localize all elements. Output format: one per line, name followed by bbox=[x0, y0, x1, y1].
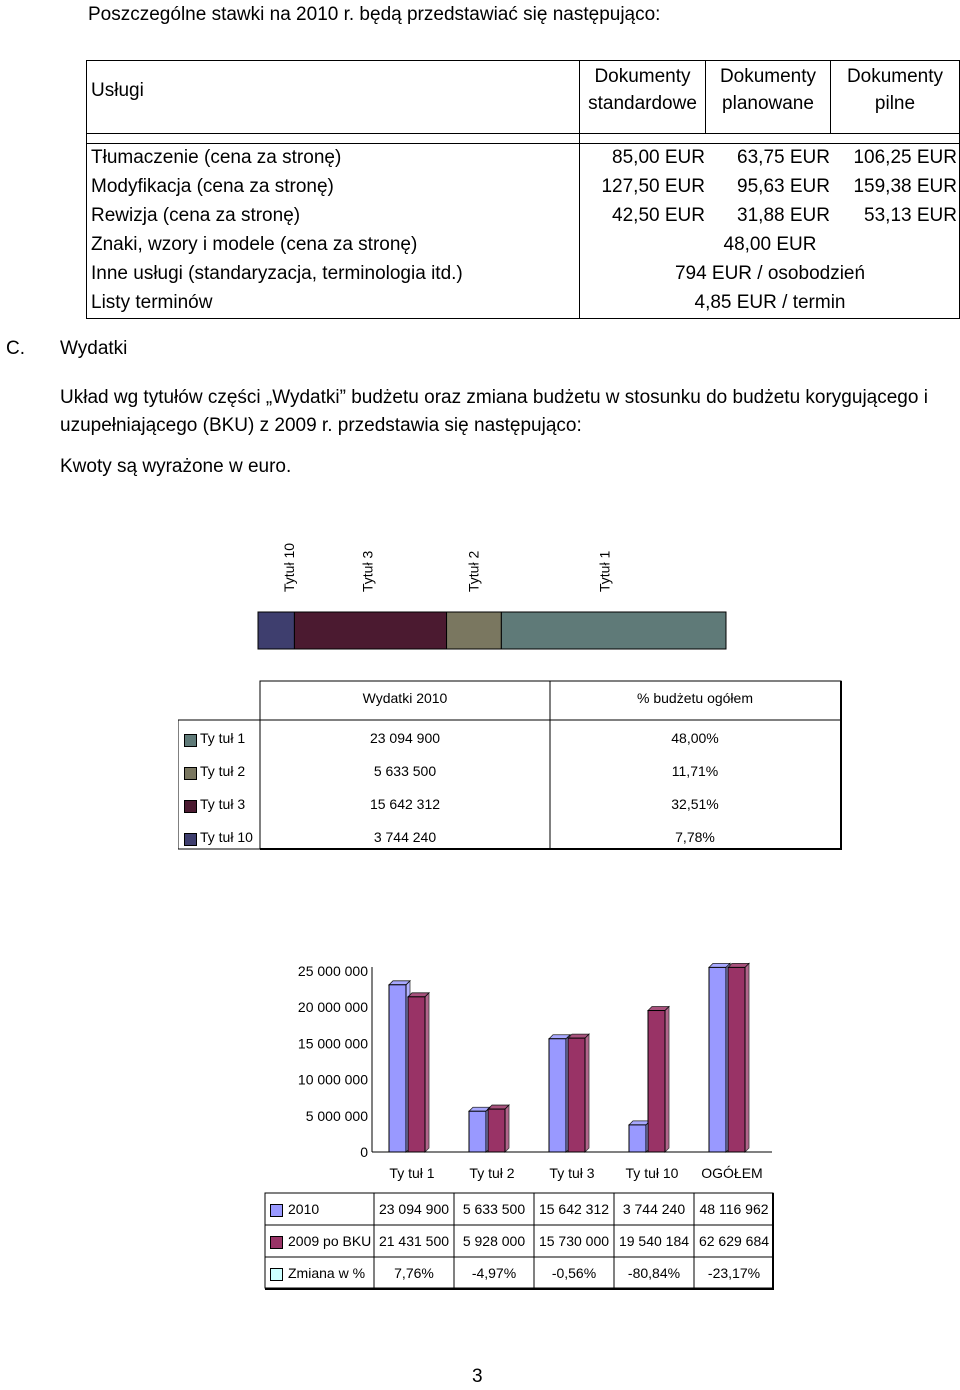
table-cell: 21 431 500 bbox=[378, 1233, 450, 1249]
header-standard: Dokumenty standardowe bbox=[588, 66, 697, 114]
table-cell: 23 094 900 bbox=[378, 1201, 450, 1217]
x-tick-label: Ty tuł 1 bbox=[389, 1165, 435, 1181]
x-tick-label: Ty tuł 2 bbox=[469, 1165, 515, 1181]
column-header-share: % budżetu ogółem bbox=[637, 690, 753, 706]
page-number: 3 bbox=[472, 1366, 483, 1387]
stack-segment bbox=[447, 612, 502, 649]
legend-swatch bbox=[270, 1204, 283, 1217]
row-value: 23 094 900 bbox=[369, 730, 441, 746]
table-cell: 5 928 000 bbox=[462, 1233, 526, 1249]
bar bbox=[389, 981, 410, 1152]
header-services: Usługi bbox=[91, 80, 144, 101]
table-cell: 5 633 500 bbox=[462, 1201, 526, 1217]
x-tick-label: Ty tuł 10 bbox=[625, 1165, 679, 1181]
y-tick-label: 20 000 000 bbox=[297, 999, 368, 1016]
header-planned: Dokumenty planowane bbox=[719, 66, 817, 114]
series-name: 2009 po BKU bbox=[288, 1233, 372, 1249]
row-label: Ty tuł 10 bbox=[200, 829, 253, 845]
bar bbox=[469, 1107, 490, 1152]
paragraph-line-2: uzupełniającego (BKU) z 2009 r. przedstawia się następująco: bbox=[60, 415, 582, 436]
table-cell: -4,97% bbox=[471, 1265, 517, 1281]
row-value: 3 744 240 bbox=[373, 829, 437, 845]
row-value: 15 642 312 bbox=[369, 796, 441, 812]
header-urgent: Dokumenty pilne bbox=[846, 66, 944, 114]
y-tick-label: 25 000 000 bbox=[297, 963, 368, 979]
y-tick-label: 15 000 000 bbox=[297, 1035, 368, 1052]
table-cell: 19 540 184 bbox=[618, 1233, 690, 1249]
table-row: Listy terminów 4,85 EUR / termin bbox=[91, 292, 846, 313]
stack-segment bbox=[501, 612, 726, 649]
series-name: 2010 bbox=[288, 1201, 320, 1217]
row-label: Ty tuł 2 bbox=[200, 763, 246, 779]
series-name: Zmiana w % bbox=[288, 1265, 366, 1281]
legend-swatch bbox=[270, 1268, 283, 1281]
bar bbox=[488, 1105, 509, 1152]
legend-swatch bbox=[184, 734, 197, 747]
table-row: Modyfikacja (cena za stronę) 127,50 EUR 95,63 EUR 159,38 EUR bbox=[91, 176, 957, 197]
row-percent: 48,00% bbox=[671, 730, 719, 746]
table-cell: 15 730 000 bbox=[538, 1233, 610, 1249]
row-percent: 32,51% bbox=[671, 796, 719, 812]
bar bbox=[648, 1007, 669, 1152]
bar bbox=[549, 1035, 570, 1152]
table-cell: -23,17% bbox=[707, 1265, 761, 1281]
section-letter: C. bbox=[6, 338, 25, 359]
x-tick-label: OGÓŁEM bbox=[701, 1165, 763, 1181]
comparison-table bbox=[264, 1192, 776, 1290]
table-cell: 15 642 312 bbox=[538, 1201, 610, 1217]
legend-swatch bbox=[270, 1236, 283, 1249]
stack-label: Tytuł 1 bbox=[596, 550, 613, 592]
column-header-expenses: Wydatki 2010 bbox=[362, 690, 448, 706]
table-row: Rewizja (cena za stronę) 42,50 EUR 31,88 EUR 53,13 EUR bbox=[91, 205, 957, 226]
table-cell: 48 116 962 bbox=[699, 1201, 769, 1217]
bar bbox=[408, 993, 429, 1152]
row-label: Ty tuł 1 bbox=[200, 730, 246, 746]
table-cell: -80,84% bbox=[627, 1265, 681, 1281]
table-row: Inne usługi (standaryzacja, terminologia itd.) 794 EUR / osobodzień bbox=[91, 263, 866, 284]
table-cell: 62 629 684 bbox=[698, 1233, 770, 1249]
stack-label: Tytuł 10 bbox=[281, 542, 297, 592]
table-cell: 3 744 240 bbox=[622, 1201, 686, 1217]
bar bbox=[709, 963, 730, 1152]
row-percent: 11,71% bbox=[671, 763, 719, 779]
amounts-note: Kwoty są wyrażone w euro. bbox=[60, 456, 292, 477]
bar bbox=[568, 1034, 589, 1152]
stack-label: Tytuł 2 bbox=[465, 550, 482, 592]
y-tick-label: 10 000 000 bbox=[297, 1071, 368, 1088]
legend-swatch bbox=[184, 833, 197, 846]
table-row: Znaki, wzory i modele (cena za stronę) 48,00 EUR bbox=[91, 234, 817, 255]
budget-share-table bbox=[178, 680, 842, 850]
table-cell: -0,56% bbox=[551, 1265, 597, 1281]
paragraph-line-1: Układ wg tytułów części „Wydatki” budżetu oraz zmiana budżetu w stosunku do budżetu korygującego i bbox=[60, 387, 928, 408]
y-tick-label: 0 bbox=[360, 1144, 368, 1160]
row-label: Ty tuł 3 bbox=[200, 796, 246, 812]
y-tick-label: 5 000 000 bbox=[305, 1107, 368, 1124]
row-value: 5 633 500 bbox=[373, 763, 437, 779]
x-tick-label: Ty tuł 3 bbox=[549, 1165, 595, 1181]
grouped-bar-chart bbox=[0, 955, 960, 1195]
stack-segment bbox=[258, 612, 294, 649]
rates-table bbox=[86, 60, 960, 319]
section-title: Wydatki bbox=[60, 338, 128, 359]
bar bbox=[728, 963, 749, 1152]
stack-segment bbox=[294, 612, 446, 649]
table-cell: 7,76% bbox=[394, 1265, 434, 1281]
legend-swatch bbox=[184, 800, 197, 813]
bar bbox=[629, 1121, 650, 1152]
legend-swatch bbox=[184, 767, 197, 780]
stack-label: Tytuł 3 bbox=[359, 550, 376, 592]
row-percent: 7,78% bbox=[675, 829, 715, 845]
table-row: Tłumaczenie (cena za stronę) 85,00 EUR 63,75 EUR 106,25 EUR bbox=[91, 147, 957, 168]
intro-text: Poszczególne stawki na 2010 r. będą przedstawiać się następująco: bbox=[88, 4, 661, 25]
